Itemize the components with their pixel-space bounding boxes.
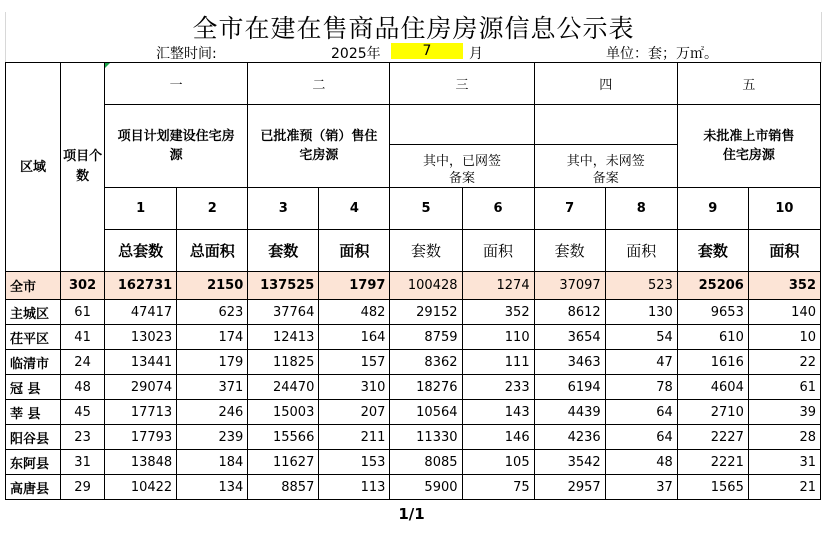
section-2-label: 二 — [248, 63, 390, 105]
col-name-5: 套数 — [390, 230, 462, 272]
value-cell[interactable]: 48 — [61, 375, 105, 400]
value-cell[interactable]: 61 — [61, 300, 105, 325]
value-cell[interactable]: 2221 — [677, 450, 748, 475]
value-cell[interactable]: 3542 — [534, 450, 605, 475]
value-cell[interactable]: 64 — [605, 400, 677, 425]
value-cell[interactable]: 6194 — [534, 375, 605, 400]
col-name-2: 总面积 — [177, 230, 248, 272]
housing-data-table — [5, 62, 821, 500]
value-cell[interactable]: 25206 — [677, 272, 748, 300]
region-cell[interactable]: 主城区 — [6, 300, 61, 325]
value-cell[interactable]: 100428 — [390, 272, 462, 300]
col-number-7: 7 — [534, 188, 605, 230]
value-cell[interactable]: 3463 — [534, 350, 605, 375]
value-cell[interactable]: 13441 — [105, 350, 177, 375]
value-cell[interactable]: 352 — [748, 272, 820, 300]
value-cell[interactable]: 113 — [319, 475, 390, 500]
value-cell[interactable]: 31 — [748, 450, 820, 475]
value-cell[interactable]: 105 — [462, 450, 534, 475]
value-cell[interactable]: 153 — [319, 450, 390, 475]
value-cell[interactable]: 352 — [462, 300, 534, 325]
value-cell[interactable]: 140 — [748, 300, 820, 325]
value-cell[interactable]: 371 — [177, 375, 248, 400]
value-cell[interactable]: 11330 — [390, 425, 462, 450]
table-row — [6, 400, 821, 425]
value-cell[interactable]: 302 — [61, 272, 105, 300]
section-4-label: 四 — [534, 63, 677, 105]
value-cell[interactable]: 37764 — [248, 300, 319, 325]
value-cell[interactable]: 130 — [605, 300, 677, 325]
year-value: 2025年 — [331, 46, 381, 62]
section-2-title: 已批准预（销）售住宅房源 — [248, 105, 390, 188]
value-cell[interactable]: 37097 — [534, 272, 605, 300]
value-cell[interactable]: 8085 — [390, 450, 462, 475]
value-cell[interactable]: 1797 — [319, 272, 390, 300]
value-cell[interactable]: 15566 — [248, 425, 319, 450]
value-cell[interactable]: 3654 — [534, 325, 605, 350]
section-5-label: 五 — [677, 63, 820, 105]
value-cell[interactable]: 17793 — [105, 425, 177, 450]
value-cell[interactable]: 4236 — [534, 425, 605, 450]
col-name-6: 面积 — [462, 230, 534, 272]
value-cell[interactable]: 2150 — [177, 272, 248, 300]
value-cell[interactable]: 11825 — [248, 350, 319, 375]
value-cell[interactable]: 75 — [462, 475, 534, 500]
value-cell[interactable]: 48 — [605, 450, 677, 475]
value-cell[interactable]: 21 — [748, 475, 820, 500]
value-cell[interactable]: 24470 — [248, 375, 319, 400]
value-cell[interactable]: 2957 — [534, 475, 605, 500]
value-cell[interactable]: 233 — [462, 375, 534, 400]
value-cell[interactable]: 8759 — [390, 325, 462, 350]
value-cell[interactable]: 12413 — [248, 325, 319, 350]
value-cell[interactable]: 13848 — [105, 450, 177, 475]
region-cell[interactable]: 阳谷县 — [6, 425, 61, 450]
table-row-total — [6, 272, 821, 300]
value-cell[interactable]: 29152 — [390, 300, 462, 325]
section-4-spacer — [534, 105, 677, 145]
region-cell[interactable]: 临清市 — [6, 350, 61, 375]
value-cell[interactable]: 143 — [462, 400, 534, 425]
value-cell[interactable]: 4439 — [534, 400, 605, 425]
region-cell[interactable]: 莘 县 — [6, 400, 61, 425]
month-value-cell[interactable] — [391, 43, 463, 59]
value-cell[interactable]: 17713 — [105, 400, 177, 425]
value-cell[interactable]: 18276 — [390, 375, 462, 400]
value-cell[interactable]: 4604 — [677, 375, 748, 400]
value-cell[interactable]: 47417 — [105, 300, 177, 325]
value-cell[interactable]: 110 — [462, 325, 534, 350]
section-1-title: 项目计划建设住宅房源 — [105, 105, 248, 188]
value-cell[interactable]: 37 — [605, 475, 677, 500]
table-row — [6, 475, 821, 500]
col-number-2: 2 — [177, 188, 248, 230]
col-name-1: 总套数 — [105, 230, 177, 272]
value-cell[interactable]: 523 — [605, 272, 677, 300]
header-region: 区域 — [6, 63, 61, 272]
value-cell[interactable]: 2710 — [677, 400, 748, 425]
region-cell[interactable]: 东阿县 — [6, 450, 61, 475]
value-cell[interactable]: 5900 — [390, 475, 462, 500]
value-cell[interactable]: 146 — [462, 425, 534, 450]
value-cell[interactable]: 164 — [319, 325, 390, 350]
section-5-title: 未批准上市销售住宅房源 — [677, 105, 820, 188]
region-cell[interactable]: 茌平区 — [6, 325, 61, 350]
value-cell[interactable]: 1616 — [677, 350, 748, 375]
value-cell[interactable]: 179 — [177, 350, 248, 375]
value-cell[interactable]: 184 — [177, 450, 248, 475]
region-cell[interactable]: 全市 — [6, 272, 61, 300]
unit-label: 单位：套；万㎡。 — [606, 46, 718, 62]
col-number-8: 8 — [605, 188, 677, 230]
table-row — [6, 425, 821, 450]
col-number-1: 1 — [105, 188, 177, 230]
table-row — [6, 325, 821, 350]
value-cell[interactable]: 610 — [677, 325, 748, 350]
section-3-label: 三 — [390, 63, 534, 105]
month-unit: 月 — [469, 46, 483, 62]
col-number-5: 5 — [390, 188, 462, 230]
value-cell[interactable]: 10564 — [390, 400, 462, 425]
col-name-4: 面积 — [319, 230, 390, 272]
value-cell[interactable]: 137525 — [248, 272, 319, 300]
value-cell[interactable]: 8857 — [248, 475, 319, 500]
value-cell[interactable]: 8612 — [534, 300, 605, 325]
value-cell[interactable]: 61 — [748, 375, 820, 400]
value-cell[interactable]: 54 — [605, 325, 677, 350]
col-name-9: 套数 — [677, 230, 748, 272]
value-cell[interactable]: 623 — [177, 300, 248, 325]
value-cell[interactable]: 1274 — [462, 272, 534, 300]
value-cell[interactable]: 211 — [319, 425, 390, 450]
value-cell[interactable]: 29074 — [105, 375, 177, 400]
region-cell[interactable]: 高唐县 — [6, 475, 61, 500]
value-cell[interactable]: 2227 — [677, 425, 748, 450]
table-title: 全市在建在售商品住房房源信息公示表 — [5, 12, 822, 42]
table-row — [6, 450, 821, 475]
value-cell[interactable]: 111 — [462, 350, 534, 375]
value-cell[interactable]: 47 — [605, 350, 677, 375]
col-number-10: 10 — [748, 188, 820, 230]
summary-time-label: 汇整时间: — [156, 46, 217, 62]
value-cell[interactable]: 482 — [319, 300, 390, 325]
col-name-7: 套数 — [534, 230, 605, 272]
table-row — [6, 350, 821, 375]
col-number-9: 9 — [677, 188, 748, 230]
value-cell[interactable]: 29 — [61, 475, 105, 500]
value-cell[interactable]: 15003 — [248, 400, 319, 425]
value-cell[interactable]: 1565 — [677, 475, 748, 500]
col-name-8: 面积 — [605, 230, 677, 272]
value-cell[interactable]: 9653 — [677, 300, 748, 325]
value-cell[interactable]: 78 — [605, 375, 677, 400]
section-3-spacer — [390, 105, 534, 145]
value-cell[interactable]: 39 — [748, 400, 820, 425]
value-cell[interactable]: 10422 — [105, 475, 177, 500]
col-name-10: 面积 — [748, 230, 820, 272]
table-row — [6, 375, 821, 400]
value-cell[interactable]: 28 — [748, 425, 820, 450]
value-cell[interactable]: 157 — [319, 350, 390, 375]
meta-row — [5, 42, 822, 63]
value-cell[interactable]: 45 — [61, 400, 105, 425]
value-cell[interactable]: 8362 — [390, 350, 462, 375]
month-value: 7 — [422, 43, 432, 59]
value-cell[interactable]: 310 — [319, 375, 390, 400]
value-cell[interactable]: 239 — [177, 425, 248, 450]
value-cell[interactable]: 13023 — [105, 325, 177, 350]
value-cell[interactable]: 10 — [748, 325, 820, 350]
col-name-3: 套数 — [248, 230, 319, 272]
table-row — [6, 300, 821, 325]
value-cell[interactable]: 207 — [319, 400, 390, 425]
header-project-count: 项目个数 — [61, 63, 105, 272]
value-cell[interactable]: 11627 — [248, 450, 319, 475]
value-cell[interactable]: 23 — [61, 425, 105, 450]
section-3-title: 其中，已网签备案 — [390, 145, 534, 188]
value-cell[interactable]: 31 — [61, 450, 105, 475]
col-number-6: 6 — [462, 188, 534, 230]
col-number-4: 4 — [319, 188, 390, 230]
value-cell[interactable]: 22 — [748, 350, 820, 375]
region-cell[interactable]: 冠 县 — [6, 375, 61, 400]
value-cell[interactable]: 41 — [61, 325, 105, 350]
value-cell[interactable]: 134 — [177, 475, 248, 500]
value-cell[interactable]: 246 — [177, 400, 248, 425]
section-4-title: 其中，未网签备案 — [534, 145, 677, 188]
page-number: 1/1 — [398, 505, 425, 523]
value-cell[interactable]: 64 — [605, 425, 677, 450]
value-cell[interactable]: 174 — [177, 325, 248, 350]
value-cell[interactable]: 162731 — [105, 272, 177, 300]
col-number-3: 3 — [248, 188, 319, 230]
cell-comment-marker — [105, 63, 110, 68]
section-1-label: 一 — [105, 63, 248, 105]
value-cell[interactable]: 24 — [61, 350, 105, 375]
